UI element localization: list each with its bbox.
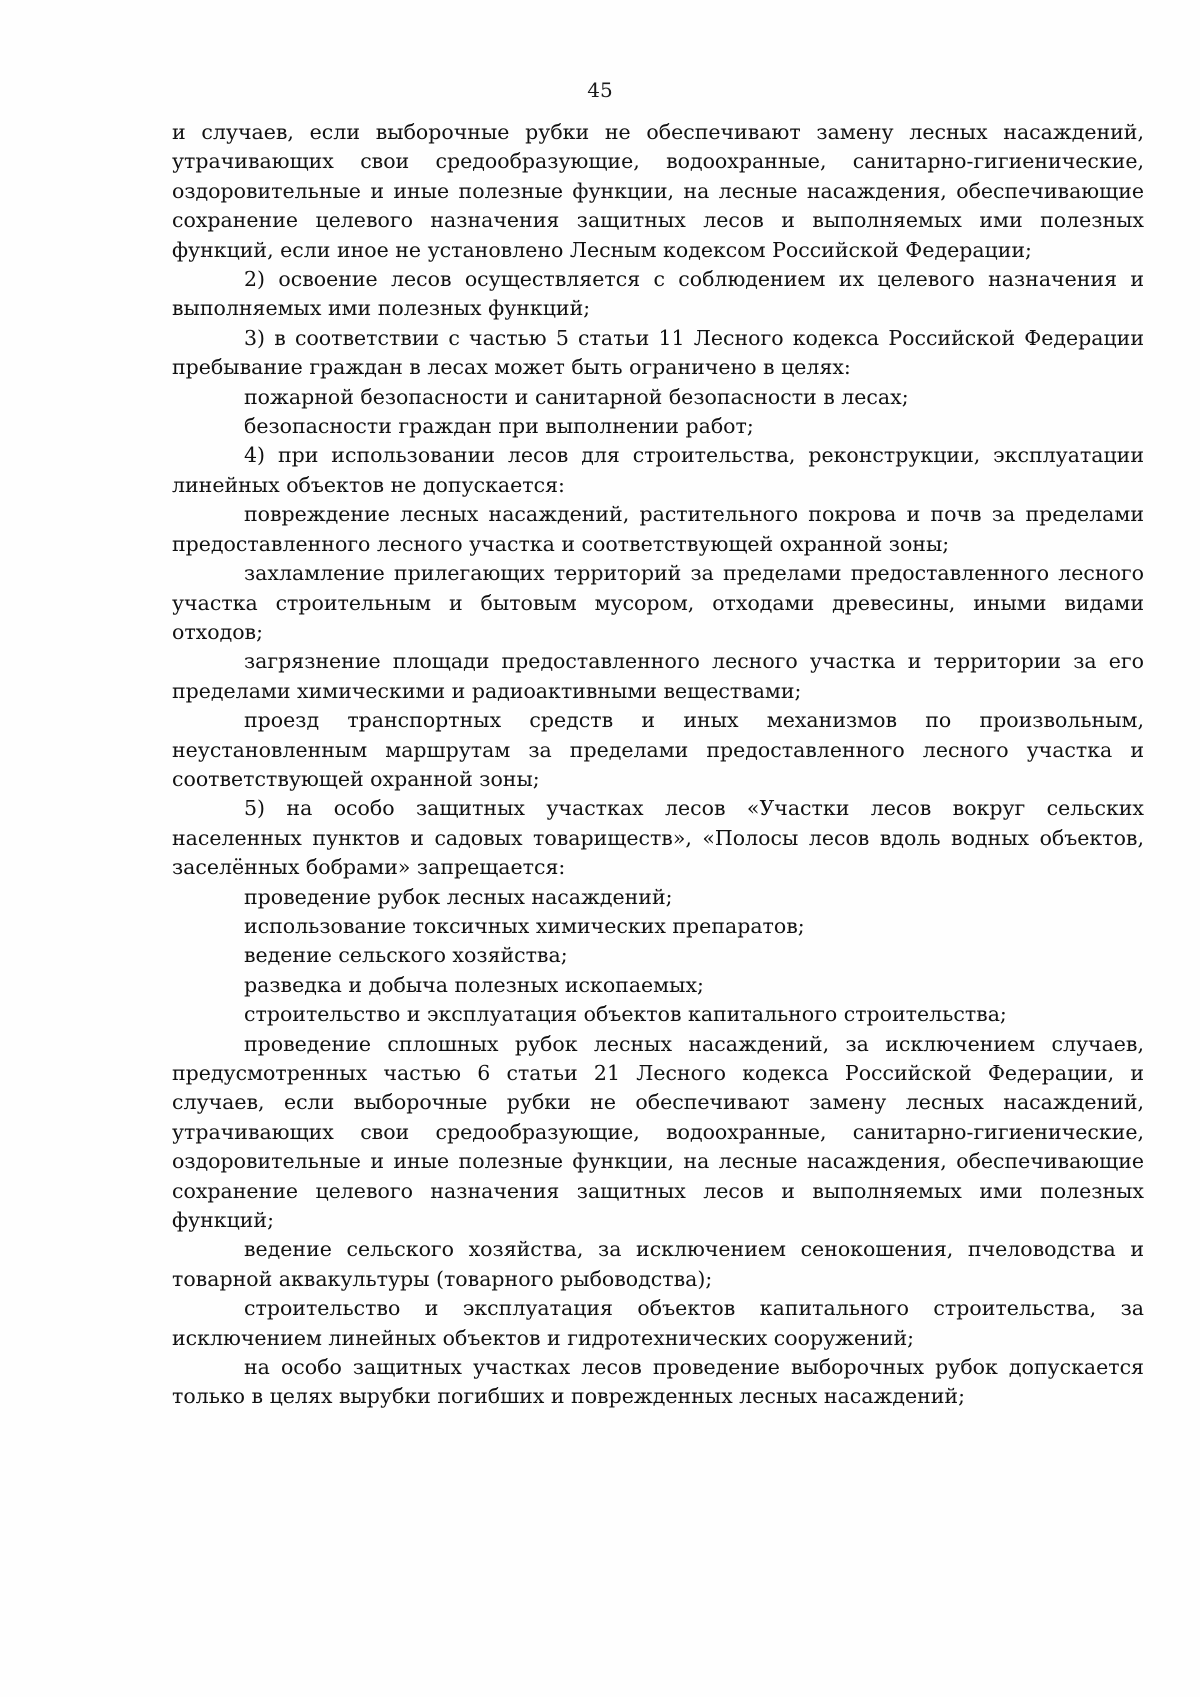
paragraph-continuation: и случаев, если выборочные рубки не обеспечивают замену лесных насаждений, утрачивающих свои средообразующие, водоохранные, санитарно-гигиенические, оздоровительные и иные полезные функции, на лесные насаждения, обеспечивающие сохранение целевого назначения защитных лесов и выполняемых ими полезных функций, если иное не установлено Лесным кодексом Российской Федерации; bbox=[172, 120, 1144, 262]
body-text bbox=[172, 118, 1144, 1412]
paragraph-item-2: 2) освоение лесов осуществляется с соблюдением их целевого назначения и выполняемых ими полезных функций; bbox=[172, 267, 1144, 321]
paragraph-subitem: проведение рубок лесных насаждений; bbox=[244, 884, 673, 909]
paragraph-item-3: 3) в соответствии с частью 5 статьи 11 Лесного кодекса Российской Федерации пребывание граждан в лесах может быть ограничено в целях: bbox=[172, 325, 1144, 380]
paragraph-subitem: захламление прилегающих территорий за пределами предоставленного лесного участка строительным и бытовым мусором, отходами древесины, иными видами отходов; bbox=[172, 561, 1144, 644]
paragraph-item-4: 4) при использовании лесов для строительства, реконструкции, эксплуатации линейных объектов не допускается: bbox=[172, 443, 1144, 497]
page-number: 45 bbox=[587, 78, 613, 102]
paragraph-subitem: разведка и добыча полезных ископаемых; bbox=[244, 972, 704, 997]
paragraph-subitem: пожарной безопасности и санитарной безопасности в лесах; bbox=[244, 384, 909, 409]
paragraph-subitem: использование токсичных химических препаратов; bbox=[244, 913, 805, 938]
paragraph-subitem: загрязнение площади предоставленного лесного участка и территории за его пределами химическими и радиоактивными веществами; bbox=[172, 649, 1144, 703]
paragraph-subitem: проезд транспортных средств и иных механизмов по произвольным, неустановленным маршрутам за пределами предоставленного лесного участка и соответствующей охранной зоны; bbox=[172, 708, 1144, 791]
paragraph-subitem: повреждение лесных насаждений, растительного покрова и почв за пределами предоставленного лесного участка и соответствующей охранной зоны; bbox=[172, 502, 1144, 556]
paragraph-subitem: безопасности граждан при выполнении работ; bbox=[244, 414, 754, 439]
paragraph-item-5: 5) на особо защитных участках лесов «Участки лесов вокруг сельских населенных пунктов и садовых товариществ», «Полосы лесов вдоль водных объектов, заселённых бобрами» запрещается: bbox=[172, 796, 1144, 880]
paragraph-subitem: на особо защитных участках лесов проведение выборочных рубок допускается только в целях вырубки погибших и поврежденных лесных насаждений; bbox=[172, 1355, 1144, 1409]
paragraph-subitem: строительство и эксплуатация объектов капитального строительства, за исключением линейных объектов и гидротехнических сооружений; bbox=[172, 1296, 1144, 1350]
paragraph-subitem: ведение сельского хозяйства; bbox=[244, 943, 568, 968]
paragraph-subitem: ведение сельского хозяйства, за исключением сенокошения, пчеловодства и товарной аквакультуры (товарного рыбоводства); bbox=[172, 1237, 1144, 1291]
paragraph-subitem: строительство и эксплуатация объектов капитального строительства; bbox=[244, 1002, 1007, 1027]
paragraph-subitem: проведение сплошных рубок лесных насаждений, за исключением случаев, предусмотренных частью 6 статьи 21 Лесного кодекса Российской Федерации, и случаев, если выборочные рубки не обеспечивают замену лесных насаждений, утрачивающих свои средообразующие, водоохранные, санитарно-гигиенические, оздоровительные и иные полезные функции, на лесные насаждения, обеспечивающие сохранение целевого назначения защитных лесов и выполняемых ими полезных функций; bbox=[172, 1031, 1144, 1233]
